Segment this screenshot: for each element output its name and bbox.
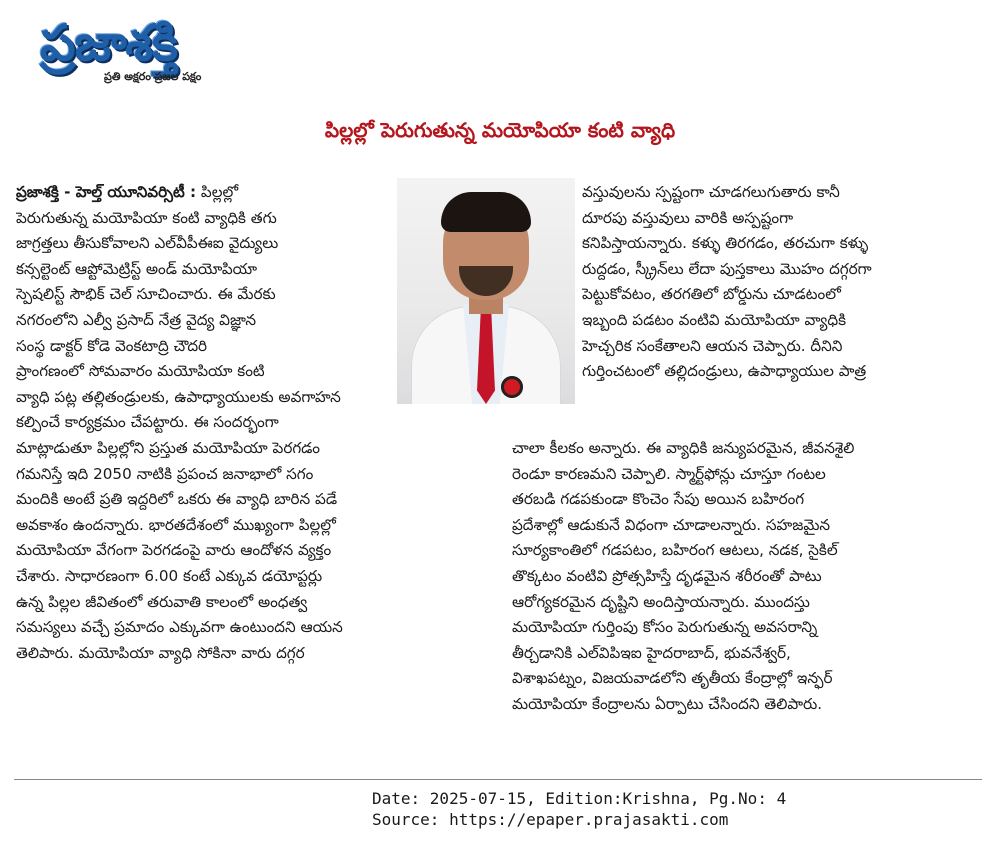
article-line: పిల్లల్లో xyxy=(196,183,239,201)
article-line: రెండూ కారణమని చెప్పాలి. స్మార్ట్‌ఫోన్లు చూస్తూ గంటల xyxy=(512,464,826,483)
footer-divider xyxy=(14,779,982,780)
article-column-right-top xyxy=(582,180,980,385)
article-line: గమనిస్తే ఇది 2050 నాటికి ప్రపంచ జనాభాలో సగం xyxy=(16,464,314,483)
article-line: ప్రదేశాల్లో ఆడుకునే విధంగా చూడాలన్నారు. సహజమైన xyxy=(512,515,831,534)
article-line: చేశారు. సాధారణంగా 6.00 కంటే ఎక్కువ డయోప్టర్లు xyxy=(16,566,323,585)
article-line: తొక్కటం వంటివి ప్రోత్సహిస్తే దృఢమైన శరీరంతో పాటు xyxy=(512,566,822,585)
masthead xyxy=(38,10,288,88)
article-headline: పిల్లల్లో పెరుగుతున్న మయోపియా కంటి వ్యాధి xyxy=(324,118,676,142)
article-line: ఉన్న పిల్లల జీవితంలో తరువాతి కాలంలో అంధత్వ xyxy=(16,592,308,611)
article-line: చాలా కీలకం అన్నారు. ఈ వ్యాధికి జన్యుపరమైన, జీవనశైలి xyxy=(512,439,855,457)
article-line: తరబడి గడపకుండా కొంచెం సేపు అయిన బహిరంగ xyxy=(512,490,805,509)
article-line: దూరపు వస్తువులు వారికి అస్పష్టంగా xyxy=(582,208,794,227)
article-line: కల్పించే కార్యక్రమం చేపట్టారు. ఈ సందర్భంగా xyxy=(16,413,279,432)
article-line: మయోపియా వేగంగా పెరగడంపై వారు ఆందోళన వ్యక్తం xyxy=(16,541,332,560)
article-line: అవకాశం ఉందన్నారు. భారతదేశంలో ముఖ్యంగా పిల్లల్లో xyxy=(16,515,336,534)
article-column-right-bottom xyxy=(512,436,980,718)
article-line: తెలిపారు. మయోపియా వ్యాధి సోకినా వారు దగ్గర xyxy=(16,643,305,662)
article-line: విశాఖపట్నం, విజయవాడలోని తృతీయ కేంద్రాల్లో ఇన్ఫర్ xyxy=(512,669,833,688)
article-line: సంస్థ డాక్టర్ కోడె వెంకటాద్రి చౌదరి xyxy=(16,336,208,355)
article-line: మయోపియా కేంద్రాలను ఏర్పాటు చేసిందని తెలిపారు. xyxy=(512,694,823,713)
article-line: తీర్చడానికి ఎల్‌విపిఇఐ హైదరాబాద్, భువనేశ్వర్, xyxy=(512,643,791,662)
article-line: స్పెషలిస్ట్ సౌభిక్ చెల్ సూచించారు. ఈ మేరకు xyxy=(16,285,276,304)
article-line: మాట్లాడుతూ పిల్లల్లోని ప్రస్తుత మయోపియా పెరగడం xyxy=(16,438,320,457)
newspaper-logo: ప్రజాశక్తి xyxy=(40,14,177,72)
article-line: ఆరోగ్యకరమైన దృష్టిని అందిస్తాయన్నారు. ముందస్తు xyxy=(512,592,810,611)
article-line: ఇబ్బంది పడటం వంటివి మయోపియా వ్యాధికి xyxy=(582,310,846,329)
article-line: సమస్యలు వచ్చే ప్రమాదం ఎక్కువగా ఉంటుందని ఆయన xyxy=(16,618,343,637)
source-footer xyxy=(372,788,786,830)
article-line: వస్తువులను స్పష్టంగా చూడగలుగుతారు కానీ xyxy=(582,183,840,201)
edition-info: Date: 2025-07-15, Edition:Krishna, Pg.No: 4 xyxy=(372,789,787,808)
article-line: మందికి అంటే ప్రతి ఇద్దరిలో ఒకరు ఈ వ్యాధి బారిన పడే xyxy=(16,490,338,509)
doctor-photo xyxy=(397,178,575,404)
article-line: గుర్తించటంలో తల్లిదండ్రులు, ఉపాధ్యాయుల పాత్ర xyxy=(582,362,867,381)
article-dateline: ప్రజాశక్తి - హెల్త్ యూనివర్సిటీ : xyxy=(16,183,197,201)
photo-hair xyxy=(441,192,531,232)
article-line: పెట్టుకోవటం, తరగతిలో బోర్డును చూడటంలో xyxy=(582,285,841,304)
article-line: పెరుగుతున్న మయోపియా కంటి వ్యాధికి తగు xyxy=(16,208,277,227)
article-line: రుద్దడం, స్క్రీన్‌లు లేదా పుస్తకాలు మొహం దగ్గరగా xyxy=(582,259,872,278)
logo-tagline: ప్రతి అక్షరం ప్రజల పక్షం xyxy=(104,70,202,83)
badge-icon xyxy=(501,376,523,398)
article-line: నగరంలోని ఎల్వీ ప్రసాద్ నేత్ర వైద్య విజ్ఞాన xyxy=(16,310,257,329)
article-line: ప్రాంగణంలో సోమవారం మయోపియా కంటి xyxy=(16,362,265,381)
article-line: హెచ్చరిక సంకేతాలని ఆయన చెప్పారు. దీనిని xyxy=(582,336,843,355)
article-line: మయోపియా గుర్తింపు కోసం పెరుగుతున్న అవసరాన్ని xyxy=(512,618,818,637)
source-url: Source: https://epaper.prajasakti.com xyxy=(372,810,729,829)
article-line: సూర్యకాంతిలో గడపటం, బహిరంగ ఆటలు, నడక, సైకిల్ xyxy=(512,541,838,560)
article-line: కన్సల్టెంట్ ఆప్టోమెట్రిస్ట్ అండ్ మయోపియా xyxy=(16,259,258,278)
article-line: జాగ్రత్తలు తీసుకోవాలని ఎల్‌వీపీఈఐ వైద్యులు xyxy=(16,234,279,253)
article-line: కనిపిస్తాయన్నారు. కళ్ళు తిరగడం, తరచుగా కళ్ళు xyxy=(582,234,869,253)
article-line: వ్యాధి పట్ల తల్లితండ్రులకు, ఉపాధ్యాయులకు అవగాహన xyxy=(16,387,341,406)
